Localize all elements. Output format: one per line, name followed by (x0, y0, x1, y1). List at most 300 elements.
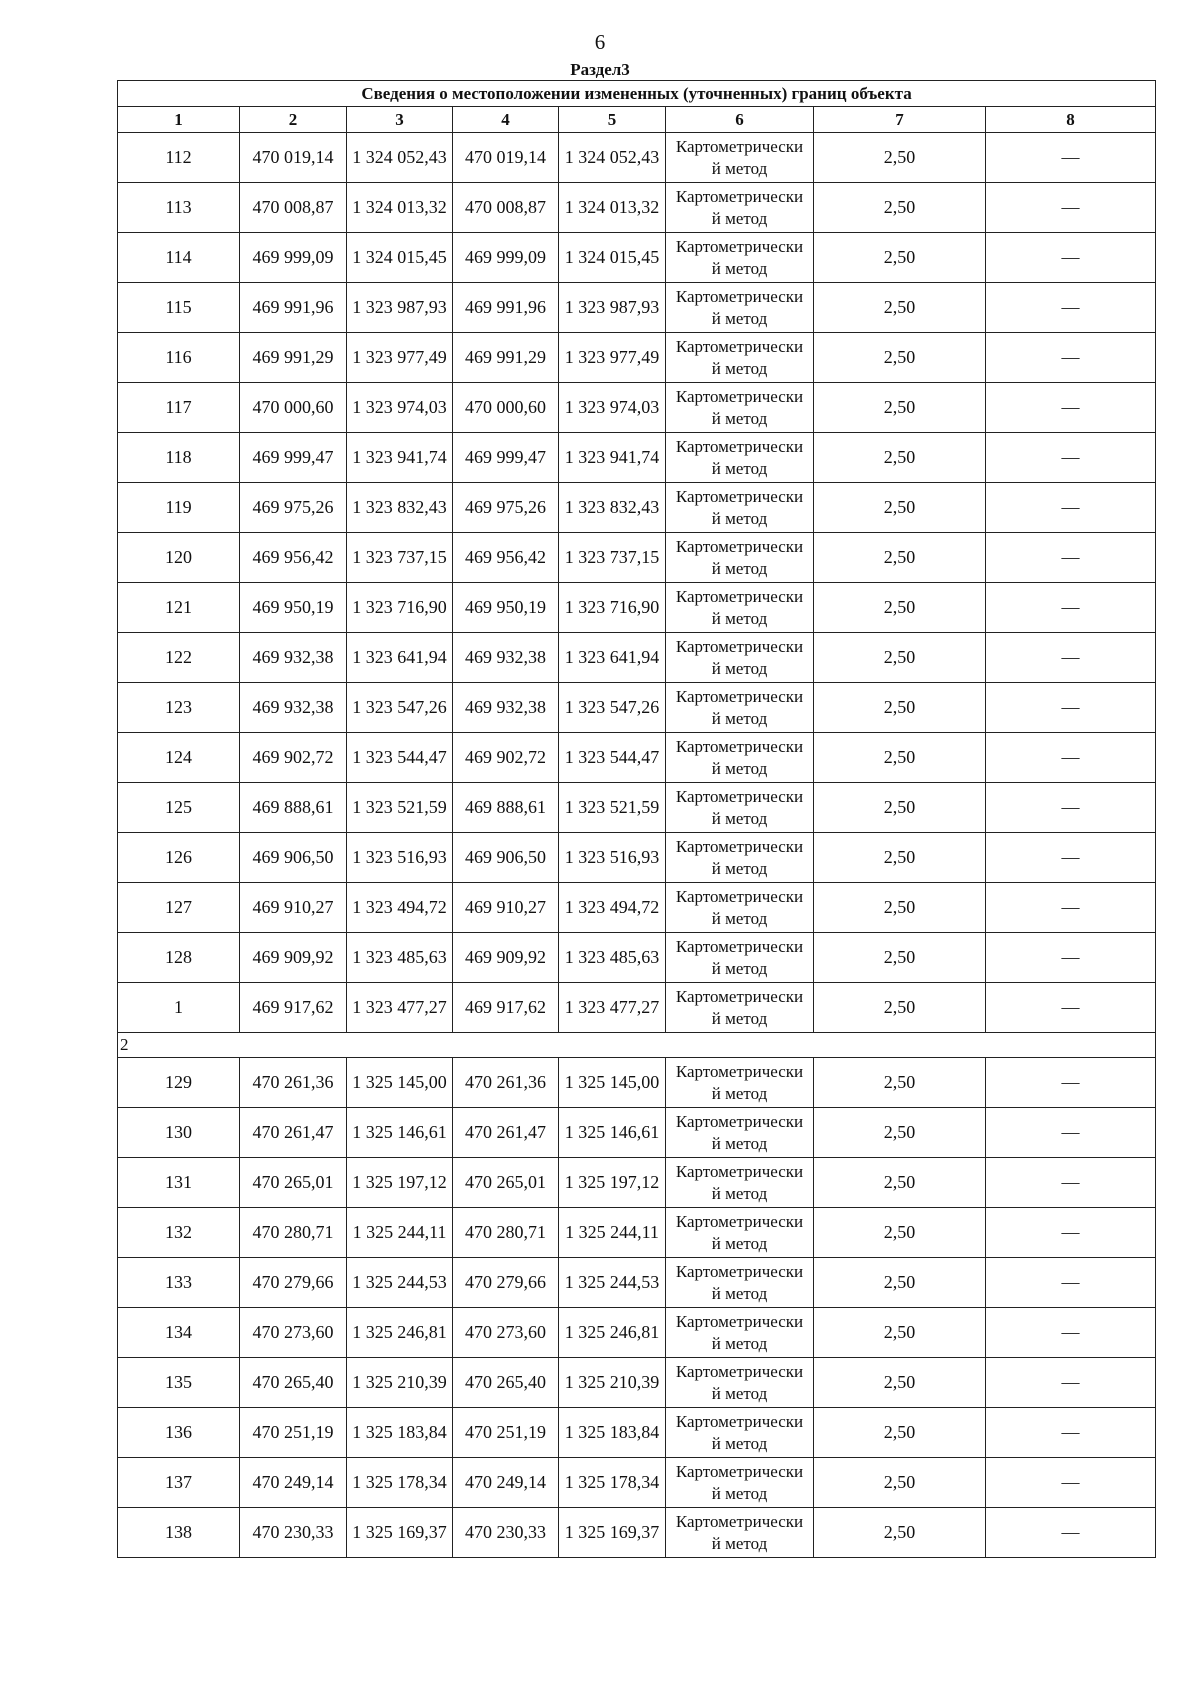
refined-x-cell: 469 932,38 (453, 633, 559, 683)
point-number-cell: 116 (118, 333, 240, 383)
method-text-line: й метод (711, 1433, 768, 1453)
note-dash-cell: — (986, 233, 1156, 283)
note-dash-cell: — (986, 283, 1156, 333)
existing-x-cell: 470 019,14 (240, 133, 347, 183)
table-row (118, 283, 1156, 333)
table-row (118, 233, 1156, 283)
existing-x-cell: 470 251,19 (240, 1408, 347, 1458)
method-cell (666, 1508, 814, 1558)
refined-y-cell: 1 323 544,47 (559, 733, 666, 783)
method-text-line: й метод (711, 458, 768, 478)
point-number-cell: 113 (118, 183, 240, 233)
existing-x-cell: 469 999,47 (240, 433, 347, 483)
table-row (118, 1308, 1156, 1358)
existing-y-cell: 1 324 013,32 (347, 183, 453, 233)
table-row (118, 133, 1156, 183)
existing-y-cell: 1 325 246,81 (347, 1308, 453, 1358)
method-text-line: Картометрически (675, 936, 804, 956)
refined-y-cell: 1 323 716,90 (559, 583, 666, 633)
point-number-cell: 114 (118, 233, 240, 283)
point-number-cell: 112 (118, 133, 240, 183)
accuracy-cell: 2,50 (814, 933, 986, 983)
existing-y-cell: 1 323 485,63 (347, 933, 453, 983)
method-text-line: й метод (711, 1533, 768, 1553)
existing-x-cell: 470 265,40 (240, 1358, 347, 1408)
table-row (118, 783, 1156, 833)
method-text-line: Картометрически (675, 1161, 804, 1181)
method-cell (666, 1458, 814, 1508)
method-cell (666, 433, 814, 483)
point-number-cell: 136 (118, 1408, 240, 1458)
table-body (118, 133, 1156, 1558)
existing-x-cell: 469 956,42 (240, 533, 347, 583)
point-number-cell: 131 (118, 1158, 240, 1208)
method-text-line: й метод (711, 658, 768, 678)
method-text-line: й метод (711, 208, 768, 228)
method-text-line: й метод (711, 408, 768, 428)
note-dash-cell: — (986, 683, 1156, 733)
method-text-line: й метод (711, 1233, 768, 1253)
existing-y-cell: 1 323 974,03 (347, 383, 453, 433)
refined-x-cell: 469 999,47 (453, 433, 559, 483)
existing-y-cell: 1 323 716,90 (347, 583, 453, 633)
method-text-line: й метод (711, 958, 768, 978)
note-dash-cell: — (986, 933, 1156, 983)
method-cell (666, 233, 814, 283)
method-text-line: й метод (711, 1083, 768, 1103)
existing-y-cell: 1 323 547,26 (347, 683, 453, 733)
existing-x-cell: 469 999,09 (240, 233, 347, 283)
existing-y-cell: 1 325 146,61 (347, 1108, 453, 1158)
table-row (118, 583, 1156, 633)
table-row (118, 933, 1156, 983)
method-cell (666, 883, 814, 933)
accuracy-cell: 2,50 (814, 1508, 986, 1558)
existing-x-cell: 470 273,60 (240, 1308, 347, 1358)
existing-y-cell: 1 325 197,12 (347, 1158, 453, 1208)
existing-x-cell: 469 950,19 (240, 583, 347, 633)
point-number-cell: 125 (118, 783, 240, 833)
existing-y-cell: 1 325 244,11 (347, 1208, 453, 1258)
method-text-line: й метод (711, 1333, 768, 1353)
method-cell (666, 1358, 814, 1408)
method-text-line: й метод (711, 308, 768, 328)
table-row (118, 1408, 1156, 1458)
refined-y-cell: 1 323 832,43 (559, 483, 666, 533)
table-row (118, 333, 1156, 383)
refined-x-cell: 469 906,50 (453, 833, 559, 883)
refined-y-cell: 1 323 641,94 (559, 633, 666, 683)
existing-x-cell: 469 902,72 (240, 733, 347, 783)
column-number: 6 (666, 107, 814, 133)
point-number-cell: 118 (118, 433, 240, 483)
accuracy-cell: 2,50 (814, 1108, 986, 1158)
point-number-cell: 124 (118, 733, 240, 783)
refined-y-cell: 1 324 015,45 (559, 233, 666, 283)
method-text-line: й метод (711, 1183, 768, 1203)
existing-y-cell: 1 323 477,27 (347, 983, 453, 1033)
accuracy-cell: 2,50 (814, 333, 986, 383)
refined-x-cell: 469 917,62 (453, 983, 559, 1033)
note-dash-cell: — (986, 983, 1156, 1033)
note-dash-cell: — (986, 1158, 1156, 1208)
point-number-cell: 119 (118, 483, 240, 533)
method-cell (666, 333, 814, 383)
refined-y-cell: 1 325 145,00 (559, 1058, 666, 1108)
refined-x-cell: 469 975,26 (453, 483, 559, 533)
contour-label-row (118, 1033, 1156, 1058)
page-number: 6 (594, 30, 606, 54)
contour-label: 2 (118, 1033, 1156, 1058)
existing-y-cell: 1 323 941,74 (347, 433, 453, 483)
note-dash-cell: — (986, 1358, 1156, 1408)
boundary-coordinates-table (117, 80, 1156, 1558)
point-number-cell: 132 (118, 1208, 240, 1258)
note-dash-cell: — (986, 383, 1156, 433)
accuracy-cell: 2,50 (814, 433, 986, 483)
refined-x-cell: 470 019,14 (453, 133, 559, 183)
accuracy-cell: 2,50 (814, 483, 986, 533)
existing-x-cell: 470 230,33 (240, 1508, 347, 1558)
table-row (118, 983, 1156, 1033)
accuracy-cell: 2,50 (814, 133, 986, 183)
method-text-line: Картометрически (675, 286, 804, 306)
column-number: 5 (559, 107, 666, 133)
point-number-cell: 121 (118, 583, 240, 633)
accuracy-cell: 2,50 (814, 533, 986, 583)
method-text-line: й метод (711, 158, 768, 178)
existing-x-cell: 469 932,38 (240, 633, 347, 683)
refined-y-cell: 1 325 178,34 (559, 1458, 666, 1508)
refined-y-cell: 1 323 494,72 (559, 883, 666, 933)
method-cell (666, 1108, 814, 1158)
accuracy-cell: 2,50 (814, 1308, 986, 1358)
method-text-line: Картометрически (675, 786, 804, 806)
table-row (118, 1258, 1156, 1308)
refined-x-cell: 470 261,47 (453, 1108, 559, 1158)
refined-x-cell: 470 251,19 (453, 1408, 559, 1458)
note-dash-cell: — (986, 1258, 1156, 1308)
method-text-line: Картометрически (675, 486, 804, 506)
refined-x-cell: 469 910,27 (453, 883, 559, 933)
existing-y-cell: 1 323 977,49 (347, 333, 453, 383)
existing-y-cell: 1 324 052,43 (347, 133, 453, 183)
table-row (118, 1508, 1156, 1558)
point-number-cell: 128 (118, 933, 240, 983)
table-row (118, 833, 1156, 883)
refined-y-cell: 1 325 246,81 (559, 1308, 666, 1358)
method-cell (666, 633, 814, 683)
accuracy-cell: 2,50 (814, 633, 986, 683)
point-number-cell: 135 (118, 1358, 240, 1408)
refined-y-cell: 1 323 977,49 (559, 333, 666, 383)
point-number-cell: 126 (118, 833, 240, 883)
method-text-line: Картометрически (675, 1261, 804, 1281)
existing-x-cell: 470 008,87 (240, 183, 347, 233)
note-dash-cell: — (986, 533, 1156, 583)
column-number-row (118, 107, 1156, 133)
method-cell (666, 983, 814, 1033)
point-number-cell: 1 (118, 983, 240, 1033)
existing-x-cell: 470 249,14 (240, 1458, 347, 1508)
method-cell (666, 133, 814, 183)
refined-x-cell: 470 279,66 (453, 1258, 559, 1308)
existing-y-cell: 1 325 169,37 (347, 1508, 453, 1558)
method-cell (666, 783, 814, 833)
refined-x-cell: 469 888,61 (453, 783, 559, 833)
note-dash-cell: — (986, 1308, 1156, 1358)
method-text-line: Картометрически (675, 736, 804, 756)
table-row (118, 483, 1156, 533)
existing-x-cell: 470 280,71 (240, 1208, 347, 1258)
method-cell (666, 733, 814, 783)
note-dash-cell: — (986, 1408, 1156, 1458)
method-cell (666, 1058, 814, 1108)
table-row (118, 1458, 1156, 1508)
column-number: 8 (986, 107, 1156, 133)
refined-y-cell: 1 323 521,59 (559, 783, 666, 833)
note-dash-cell: — (986, 183, 1156, 233)
method-text-line: Картометрически (675, 386, 804, 406)
refined-x-cell: 470 261,36 (453, 1058, 559, 1108)
refined-x-cell: 469 932,38 (453, 683, 559, 733)
method-text-line: Картометрически (675, 586, 804, 606)
method-text-line: Картометрически (675, 1311, 804, 1331)
method-text-line: Картометрически (675, 436, 804, 456)
refined-x-cell: 469 991,29 (453, 333, 559, 383)
existing-y-cell: 1 323 832,43 (347, 483, 453, 533)
column-number: 7 (814, 107, 986, 133)
table-row (118, 1158, 1156, 1208)
table-row (118, 883, 1156, 933)
refined-y-cell: 1 325 244,53 (559, 1258, 666, 1308)
method-text-line: й метод (711, 1383, 768, 1403)
existing-x-cell: 470 265,01 (240, 1158, 347, 1208)
point-number-cell: 137 (118, 1458, 240, 1508)
refined-x-cell: 469 956,42 (453, 533, 559, 583)
method-text-line: Картометрически (675, 336, 804, 356)
method-cell (666, 533, 814, 583)
existing-x-cell: 469 909,92 (240, 933, 347, 983)
note-dash-cell: — (986, 833, 1156, 883)
refined-y-cell: 1 325 146,61 (559, 1108, 666, 1158)
existing-y-cell: 1 325 178,34 (347, 1458, 453, 1508)
method-text-line: Картометрически (675, 1511, 804, 1531)
point-number-cell: 120 (118, 533, 240, 583)
method-text-line: й метод (711, 908, 768, 928)
refined-y-cell: 1 325 244,11 (559, 1208, 666, 1258)
table-caption: Сведения о местоположении измененных (уточненных) границ объекта (118, 81, 1156, 107)
column-number: 3 (347, 107, 453, 133)
column-number: 2 (240, 107, 347, 133)
method-cell (666, 1308, 814, 1358)
refined-x-cell: 470 280,71 (453, 1208, 559, 1258)
table-row (118, 633, 1156, 683)
method-text-line: й метод (711, 758, 768, 778)
refined-x-cell: 470 249,14 (453, 1458, 559, 1508)
existing-x-cell: 469 906,50 (240, 833, 347, 883)
existing-x-cell: 470 279,66 (240, 1258, 347, 1308)
existing-y-cell: 1 323 516,93 (347, 833, 453, 883)
point-number-cell: 134 (118, 1308, 240, 1358)
point-number-cell: 127 (118, 883, 240, 933)
existing-y-cell: 1 323 641,94 (347, 633, 453, 683)
note-dash-cell: — (986, 783, 1156, 833)
refined-y-cell: 1 325 169,37 (559, 1508, 666, 1558)
refined-x-cell: 469 950,19 (453, 583, 559, 633)
accuracy-cell: 2,50 (814, 1258, 986, 1308)
existing-y-cell: 1 325 183,84 (347, 1408, 453, 1458)
method-cell (666, 933, 814, 983)
method-text-line: й метод (711, 258, 768, 278)
accuracy-cell: 2,50 (814, 1058, 986, 1108)
note-dash-cell: — (986, 733, 1156, 783)
method-text-line: й метод (711, 358, 768, 378)
accuracy-cell: 2,50 (814, 883, 986, 933)
note-dash-cell: — (986, 133, 1156, 183)
accuracy-cell: 2,50 (814, 1458, 986, 1508)
table-row (118, 183, 1156, 233)
existing-x-cell: 469 991,29 (240, 333, 347, 383)
method-text-line: Картометрически (675, 986, 804, 1006)
point-number-cell: 122 (118, 633, 240, 683)
existing-x-cell: 469 888,61 (240, 783, 347, 833)
refined-x-cell: 469 991,96 (453, 283, 559, 333)
existing-x-cell: 469 975,26 (240, 483, 347, 533)
method-text-line: й метод (711, 708, 768, 728)
existing-y-cell: 1 323 544,47 (347, 733, 453, 783)
point-number-cell: 129 (118, 1058, 240, 1108)
existing-y-cell: 1 323 987,93 (347, 283, 453, 333)
method-cell (666, 1158, 814, 1208)
method-cell (666, 183, 814, 233)
note-dash-cell: — (986, 333, 1156, 383)
refined-x-cell: 470 265,40 (453, 1358, 559, 1408)
table-row (118, 1358, 1156, 1408)
method-text-line: й метод (711, 1483, 768, 1503)
existing-y-cell: 1 323 494,72 (347, 883, 453, 933)
method-text-line: Картометрически (675, 1211, 804, 1231)
existing-x-cell: 470 000,60 (240, 383, 347, 433)
table-row (118, 433, 1156, 483)
table-row (118, 383, 1156, 433)
accuracy-cell: 2,50 (814, 583, 986, 633)
refined-y-cell: 1 323 737,15 (559, 533, 666, 583)
refined-x-cell: 469 999,09 (453, 233, 559, 283)
method-cell (666, 583, 814, 633)
accuracy-cell: 2,50 (814, 683, 986, 733)
method-text-line: Картометрически (675, 536, 804, 556)
accuracy-cell: 2,50 (814, 1158, 986, 1208)
table-row (118, 1058, 1156, 1108)
method-text-line: й метод (711, 608, 768, 628)
method-cell (666, 1408, 814, 1458)
note-dash-cell: — (986, 1508, 1156, 1558)
note-dash-cell: — (986, 1108, 1156, 1158)
section-title: Раздел3 (570, 60, 630, 79)
accuracy-cell: 2,50 (814, 1208, 986, 1258)
method-cell (666, 683, 814, 733)
refined-x-cell: 470 273,60 (453, 1308, 559, 1358)
table-row (118, 1208, 1156, 1258)
note-dash-cell: — (986, 433, 1156, 483)
method-text-line: Картометрически (675, 1111, 804, 1131)
point-number-cell: 115 (118, 283, 240, 333)
refined-x-cell: 469 909,92 (453, 933, 559, 983)
method-text-line: й метод (711, 1133, 768, 1153)
method-cell (666, 1258, 814, 1308)
existing-x-cell: 469 910,27 (240, 883, 347, 933)
method-cell (666, 483, 814, 533)
method-cell (666, 283, 814, 333)
accuracy-cell: 2,50 (814, 1358, 986, 1408)
table-row (118, 733, 1156, 783)
refined-x-cell: 469 902,72 (453, 733, 559, 783)
column-number: 4 (453, 107, 559, 133)
point-number-cell: 123 (118, 683, 240, 733)
refined-x-cell: 470 265,01 (453, 1158, 559, 1208)
existing-y-cell: 1 324 015,45 (347, 233, 453, 283)
note-dash-cell: — (986, 633, 1156, 683)
method-text-line: й метод (711, 1008, 768, 1028)
accuracy-cell: 2,50 (814, 283, 986, 333)
method-text-line: Картометрически (675, 886, 804, 906)
refined-y-cell: 1 323 941,74 (559, 433, 666, 483)
method-text-line: й метод (711, 1283, 768, 1303)
note-dash-cell: — (986, 1208, 1156, 1258)
method-text-line: Картометрически (675, 186, 804, 206)
method-text-line: Картометрически (675, 1411, 804, 1431)
existing-x-cell: 469 991,96 (240, 283, 347, 333)
point-number-cell: 130 (118, 1108, 240, 1158)
accuracy-cell: 2,50 (814, 383, 986, 433)
method-text-line: й метод (711, 558, 768, 578)
method-text-line: Картометрически (675, 836, 804, 856)
refined-y-cell: 1 325 197,12 (559, 1158, 666, 1208)
point-number-cell: 117 (118, 383, 240, 433)
method-cell (666, 833, 814, 883)
table-row (118, 533, 1156, 583)
existing-y-cell: 1 323 521,59 (347, 783, 453, 833)
accuracy-cell: 2,50 (814, 183, 986, 233)
refined-y-cell: 1 323 477,27 (559, 983, 666, 1033)
method-text-line: й метод (711, 508, 768, 528)
column-number: 1 (118, 107, 240, 133)
table-row (118, 1108, 1156, 1158)
point-number-cell: 138 (118, 1508, 240, 1558)
refined-y-cell: 1 324 052,43 (559, 133, 666, 183)
existing-x-cell: 470 261,36 (240, 1058, 347, 1108)
accuracy-cell: 2,50 (814, 983, 986, 1033)
method-text-line: Картометрически (675, 136, 804, 156)
refined-x-cell: 470 000,60 (453, 383, 559, 433)
existing-y-cell: 1 323 737,15 (347, 533, 453, 583)
refined-y-cell: 1 325 183,84 (559, 1408, 666, 1458)
refined-y-cell: 1 323 485,63 (559, 933, 666, 983)
table-caption-row (118, 81, 1156, 107)
method-text-line: Картометрически (675, 1061, 804, 1081)
accuracy-cell: 2,50 (814, 783, 986, 833)
existing-y-cell: 1 325 145,00 (347, 1058, 453, 1108)
method-text-line: Картометрически (675, 236, 804, 256)
note-dash-cell: — (986, 1058, 1156, 1108)
refined-y-cell: 1 323 547,26 (559, 683, 666, 733)
refined-y-cell: 1 324 013,32 (559, 183, 666, 233)
accuracy-cell: 2,50 (814, 833, 986, 883)
method-text-line: й метод (711, 858, 768, 878)
method-cell (666, 1208, 814, 1258)
note-dash-cell: — (986, 883, 1156, 933)
